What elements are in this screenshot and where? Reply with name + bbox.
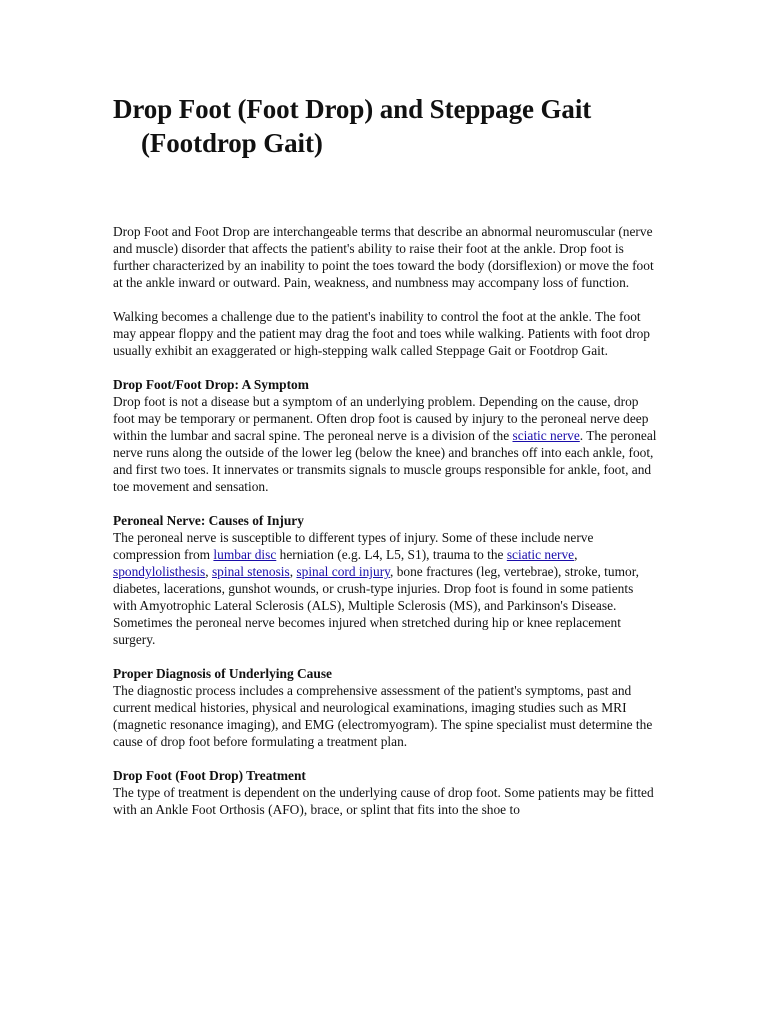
link-spondylolisthesis[interactable]: spondylolisthesis <box>113 564 206 579</box>
section-heading-symptom: Drop Foot/Foot Drop: A Symptom <box>113 377 309 392</box>
link-lumbar-disc[interactable]: lumbar disc <box>213 547 277 562</box>
page-title: Drop Foot (Foot Drop) and Steppage Gait (Footdrop Gait) <box>113 94 592 158</box>
treatment-text: The type of treatment is dependent on the underlying cause of drop foot. Some patients may be fitted with an Ankle Foot Orthosis (AFO), brace, or splint that fits into the shoe to <box>113 785 654 817</box>
section-treatment <box>113 767 658 818</box>
causes-sep-2: , <box>205 564 212 579</box>
symptom-text-a: Drop foot is not a disease but a symptom of an underlying problem. Depending on the cause, drop foot may be temporary or permanent. Often drop foot is caused by injury to the peroneal nerve deep within the lumbar and sacral spine. The peroneal nerve is a division of the <box>113 394 649 443</box>
causes-text-c: , bone fractures (leg, vertebrae), stroke, tumor, diabetes, lacerations, gunshot wounds, or crush-type injuries. Drop foot is found in some patients with Amyotrophic Lateral Sclerosis (ALS), Multiple Sclerosis (MS), and Parkinson's Disease. Sometimes the peroneal nerve becomes injured when stretched during hip or knee replacement surgery. <box>113 564 639 647</box>
section-symptom <box>113 376 658 495</box>
diagnosis-text: The diagnostic process includes a comprehensive assessment of the patient's symptoms, past and current medical histories, physical and neurological examinations, imaging studies such as MRI (magnetic resonance imaging), and EMG (electromyogram). The spine specialist must determine the cause of drop foot before formulating a treatment plan. <box>113 683 653 749</box>
section-causes <box>113 512 658 648</box>
link-sciatic-nerve[interactable]: sciatic nerve <box>512 428 580 443</box>
section-heading-treatment: Drop Foot (Foot Drop) Treatment <box>113 768 306 783</box>
walking-paragraph: Walking becomes a challenge due to the patient's inability to control the foot at the ankle. The foot may appear floppy and the patient may drag the foot and toes while walking. Patients with foot drop usually exhibit an exaggerated or high-stepping walk called Steppage Gait or Footdrop Gait. <box>113 309 650 358</box>
document-page <box>113 92 658 835</box>
causes-text-a: The peroneal nerve is susceptible to different types of injury. Some of these include nerve compression from <box>113 530 594 562</box>
causes-sep-1: , <box>574 547 578 562</box>
causes-text-b: herniation (e.g. L4, L5, S1), trauma to the <box>276 547 507 562</box>
section-heading-causes: Peroneal Nerve: Causes of Injury <box>113 513 304 528</box>
section-diagnosis <box>113 665 658 750</box>
link-spinal-stenosis[interactable]: spinal stenosis <box>211 564 290 579</box>
document-body <box>113 223 658 818</box>
link-sciatic-nerve-2[interactable]: sciatic nerve <box>506 547 575 562</box>
intro-paragraph: Drop Foot and Foot Drop are interchangeable terms that describe an abnormal neuromuscular (nerve and muscle) disorder that affects the patient's ability to raise their foot at the ankle. Drop foot is further characterized by an inability to point the toes toward the body (dorsiflexion) or move the foot at the ankle inward or outward. Pain, weakness, and numbness may accompany loss of function. <box>113 224 654 290</box>
causes-sep-3: , <box>289 564 297 579</box>
link-spinal-cord-injury[interactable]: spinal cord injury <box>296 564 391 579</box>
symptom-text-b: . The peroneal nerve runs along the outside of the lower leg (below the knee) and branches off into each ankle, foot, and first two toes. It innervates or transmits signals to muscle groups responsible for ankle, foot, and toe movement and sensation. <box>113 428 657 494</box>
section-heading-diagnosis: Proper Diagnosis of Underlying Cause <box>113 666 332 681</box>
